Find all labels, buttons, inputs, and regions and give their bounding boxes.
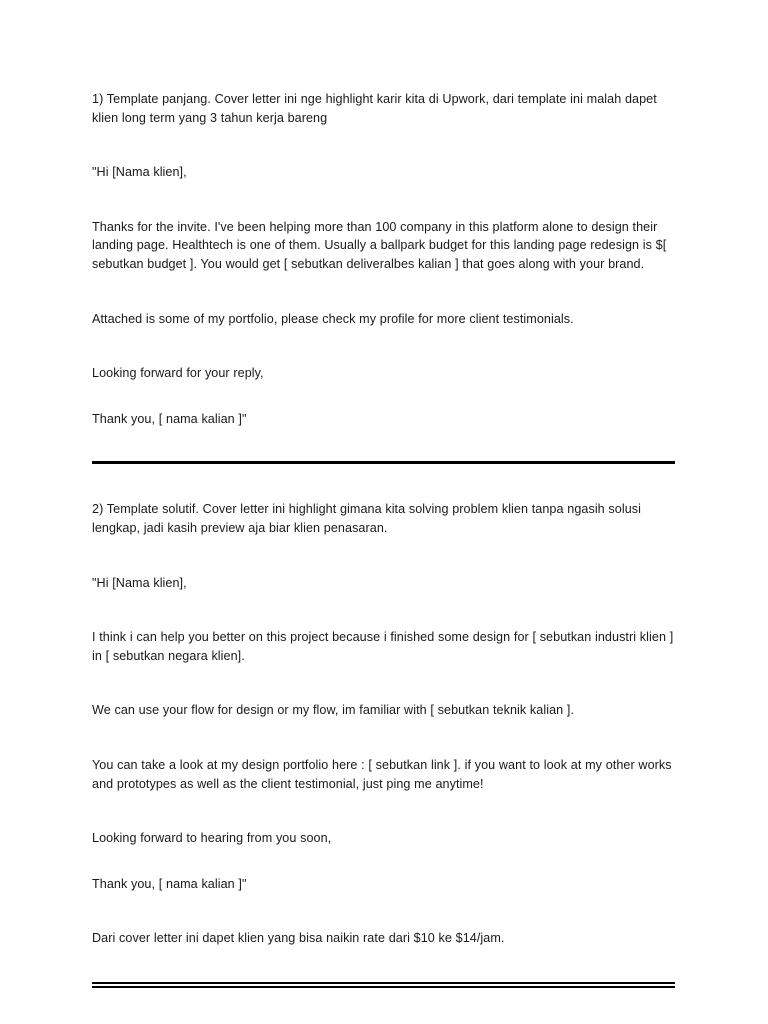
section-2-body-paragraph-2: We can use your flow for design or my flow, im familiar with [ sebutkan teknik kalian ].: [92, 703, 575, 718]
section-2-signoff: Thank you, [ nama kalian ]": [92, 876, 247, 891]
section-1-body-paragraph-1: Thanks for the invite. I've been helping more than 100 company in this platform alone to design their landing page. Healthtech is one of them. Usually a ballpark budget for this landing page redesign is $[ sebutkan budget ]. You would get [ sebutkan deliveralbes kalian ] that goes along with your brand.: [92, 219, 667, 271]
section-1-closing-line: Looking forward for your reply,: [92, 366, 264, 381]
section-2-salutation: "Hi [Nama klien],: [92, 575, 187, 590]
section-1-heading: 1) Template panjang. Cover letter ini nge highlight karir kita di Upwork, dari template ini malah dapet klien long term yang 3 tahun kerja bareng: [92, 92, 657, 125]
document-content: [92, 90, 675, 988]
section-divider-2: [92, 982, 675, 988]
section-1-body-paragraph-2: Attached is some of my portfolio, please check my profile for more client testimonials.: [92, 311, 574, 326]
horizontal-rule-single: [92, 461, 675, 464]
section-1-salutation: "Hi [Nama klien],: [92, 165, 187, 180]
section-divider-1: [92, 461, 675, 464]
section-2-heading: 2) Template solutif. Cover letter ini highlight gimana kita solving problem klien tanpa ngasih solusi lengkap, jadi kasih preview aja biar klien penasaran.: [92, 502, 642, 535]
section-2-closing-line: Looking forward to hearing from you soon,: [92, 831, 332, 846]
horizontal-rule-double: [92, 982, 675, 988]
section-2-result-note: Dari cover letter ini dapet klien yang bisa naikin rate dari $10 ke $14/jam.: [92, 931, 505, 946]
section-2-body-paragraph-3: You can take a look at my design portfolio here : [ sebutkan link ]. if you want to look at my other works and prototypes as well as the client testimonial, just ping me anytime!: [92, 757, 672, 791]
section-1-signoff: Thank you, [ nama kalian ]": [92, 411, 247, 426]
section-2-body-paragraph-1: I think i can help you better on this project because i finished some design for [ sebutkan industri klien ] in [ sebutkan negara klien].: [92, 630, 674, 663]
